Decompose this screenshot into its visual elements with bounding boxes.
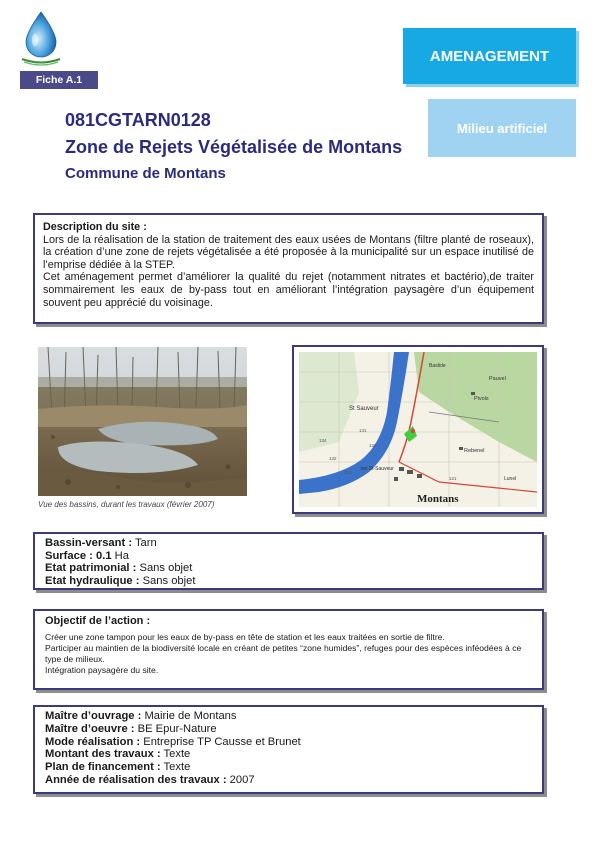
objective-line-1: Créer une zone tampon pour les eaux de by-pass en tête de station et les eaux traitées en sortie de filtre. <box>45 632 445 642</box>
map-label-rebenel: Rebenel <box>464 448 485 454</box>
annee-row: Année de réalisation des travaux : 2007 <box>45 773 255 786</box>
description-box <box>33 213 544 324</box>
description-heading: Description du site : <box>43 221 147 233</box>
objective-line-3: Intégration paysagère du site. <box>45 665 159 675</box>
oeuvre-row: Maître d’oeuvre : BE Epur-Nature <box>45 722 217 735</box>
mode-row: Mode réalisation : Entreprise TP Causse et Brunet <box>45 735 301 748</box>
description-para-2: Cet aménagement permet d’améliorer la qualité du rejet (notamment nitrates et bactério),de traiter sommairement les eaux de by-pass tout en améliorant l’intégration paysagère d’un équipement souvent peu apprécié du voisinage. <box>43 271 534 309</box>
map-elevation-121: 121 <box>449 476 457 481</box>
map-elevation-131a: 131 <box>359 428 367 433</box>
water-drop-logo <box>18 10 64 66</box>
description-para-1: Lors de la réalisation de la station de traitement des eaux usées de Montans (filtre planté de roseaux), la création d’une zone de rejets végétalisée a été proposée à la municipalité sur un espace inutilisé de l’emprise dédiée à la STEP. <box>43 233 534 271</box>
photo-caption: Vue des bassins, durant les travaux (février 2007) <box>38 500 215 509</box>
project-details-box <box>33 705 544 794</box>
site-photo <box>38 347 247 496</box>
objective-heading: Objectif de l’action : <box>45 615 151 627</box>
bassin-row: Bassin-versant : Tarn <box>45 537 157 549</box>
map-label-lunel: Lunel <box>504 476 517 482</box>
objective-line-2: Participer au maintien de la biodiversité locale en créant de petites “zone humides”, refuges pour des espèces inféodées à ce type de milieux. <box>45 643 522 664</box>
patrimonial-row: Etat patrimonial : Sans objet <box>45 562 193 575</box>
map-site-marker <box>411 429 415 433</box>
map-label-bastide: Bastide <box>429 363 446 369</box>
hydraulique-row: Etat hydraulique : Sans objet <box>45 574 196 587</box>
map-label-pivols: Pivols <box>474 396 489 402</box>
map-elevation-132: 132 <box>329 456 337 461</box>
map-label-les-st-sauveur: les St-Sauveur <box>361 466 394 472</box>
montant-row: Montant des travaux : Texte <box>45 748 191 761</box>
milieu-banner: Milieu artificiel <box>428 99 576 157</box>
commune-title: Commune de Montans <box>65 165 226 182</box>
map-label-pauvel: Pauvel <box>489 376 506 382</box>
map-elevation-133: 133 <box>344 470 352 475</box>
surface-row: Surface : 0.1 Ha <box>45 549 129 562</box>
plan-row: Plan de financement : Texte <box>45 761 191 774</box>
ouvrage-row: Maître d’ouvrage : Mairie de Montans <box>45 710 237 722</box>
map-label-saint-sauveur: St Sauveur <box>349 406 379 412</box>
map-label-montans: Montans <box>417 493 459 505</box>
category-banner: AMENAGEMENT <box>403 28 576 84</box>
page-title: Zone de Rejets Végétalisée de Montans <box>65 137 403 157</box>
fiche-badge: Fiche A.1 <box>20 71 98 89</box>
location-map <box>292 345 544 514</box>
site-code: 081CGTARN0128 <box>65 110 211 130</box>
objective-box <box>33 609 544 690</box>
map-elevation-131b: 131 <box>369 443 377 448</box>
site-info-box <box>33 532 544 590</box>
map-elevation-134: 134 <box>319 438 327 443</box>
